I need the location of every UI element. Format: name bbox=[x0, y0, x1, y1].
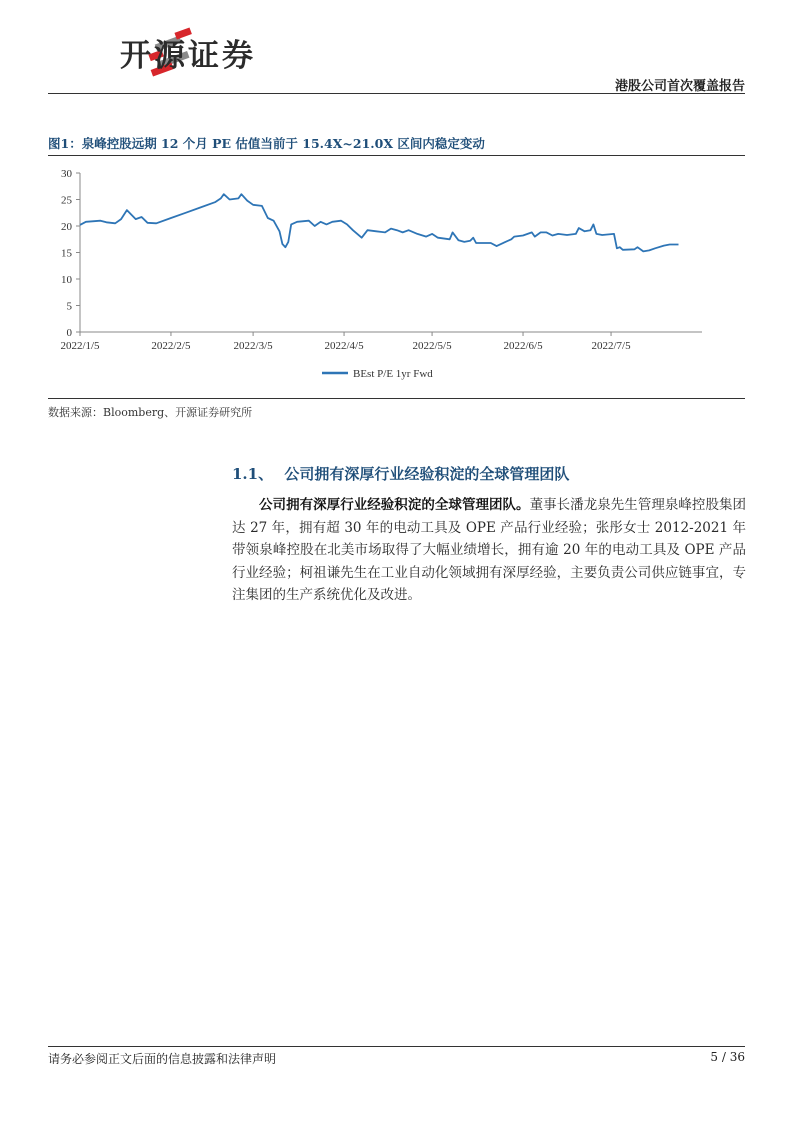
figure-top-rule bbox=[48, 155, 745, 156]
header-divider bbox=[48, 93, 745, 94]
footer-disclaimer: 请务必参阅正文后面的信息披露和法律声明 bbox=[48, 1052, 277, 1066]
x-tick-label: 2022/6/5 bbox=[503, 340, 543, 352]
y-tick-label: 25 bbox=[61, 194, 72, 207]
section-title: 公司拥有深厚行业经验积淀的全球管理团队 bbox=[284, 465, 570, 483]
figure-caption: 图1：泉峰控股远期 12 个月 PE 估值当前于 15.4X~21.0X 区间内稳定变动 bbox=[48, 136, 485, 151]
section-number: 1.1、 bbox=[232, 465, 274, 483]
x-tick-label: 2022/1/5 bbox=[60, 340, 100, 352]
brand-name: 开源证券 bbox=[120, 38, 256, 74]
y-tick-label: 10 bbox=[61, 274, 72, 286]
series-line-pe bbox=[80, 194, 679, 251]
pe-line-chart bbox=[48, 160, 745, 395]
x-tick-label: 2022/7/5 bbox=[591, 340, 631, 352]
x-tick-label: 2022/3/5 bbox=[233, 340, 273, 352]
x-tick-label: 2022/4/5 bbox=[324, 340, 364, 352]
section-heading bbox=[232, 463, 569, 484]
page-number: 5 / 36 bbox=[710, 1050, 745, 1064]
x-tick-label: 2022/2/5 bbox=[151, 340, 191, 352]
y-tick-label: 15 bbox=[61, 247, 72, 260]
paragraph-body: 董事长潘龙泉先生管理泉峰控股集团达 27 年，拥有超 30 年的电动工具及 OPE 产品行业经验；张彤女士 2012-2021 年带领泉峰控股在北美市场取得了大幅业绩增长，拥有逾 20 年的电动工具及 OPE 产品行业经验；柯祖谦先生在工业自动化领域拥有深厚经验，主要负责公司供应链事宜，专注集团的生产系统优化及改进。 bbox=[232, 497, 747, 603]
y-tick-label: 0 bbox=[66, 327, 72, 339]
footer-divider bbox=[48, 1046, 745, 1047]
y-tick-label: 30 bbox=[61, 168, 72, 180]
figure-bottom-rule bbox=[48, 398, 745, 399]
x-tick-label: 2022/5/5 bbox=[412, 340, 452, 352]
legend-label: BEst P/E 1yr Fwd bbox=[353, 368, 433, 380]
y-tick-label: 20 bbox=[61, 221, 72, 233]
figure-source: 数据来源：Bloomberg、开源证券研究所 bbox=[48, 406, 253, 419]
report-type: 港股公司首次覆盖报告 bbox=[614, 79, 745, 94]
section-paragraph bbox=[232, 494, 746, 607]
paragraph-lead: 公司拥有深厚行业经验积淀的全球管理团队。 bbox=[259, 497, 530, 513]
y-tick-label: 5 bbox=[66, 300, 72, 313]
